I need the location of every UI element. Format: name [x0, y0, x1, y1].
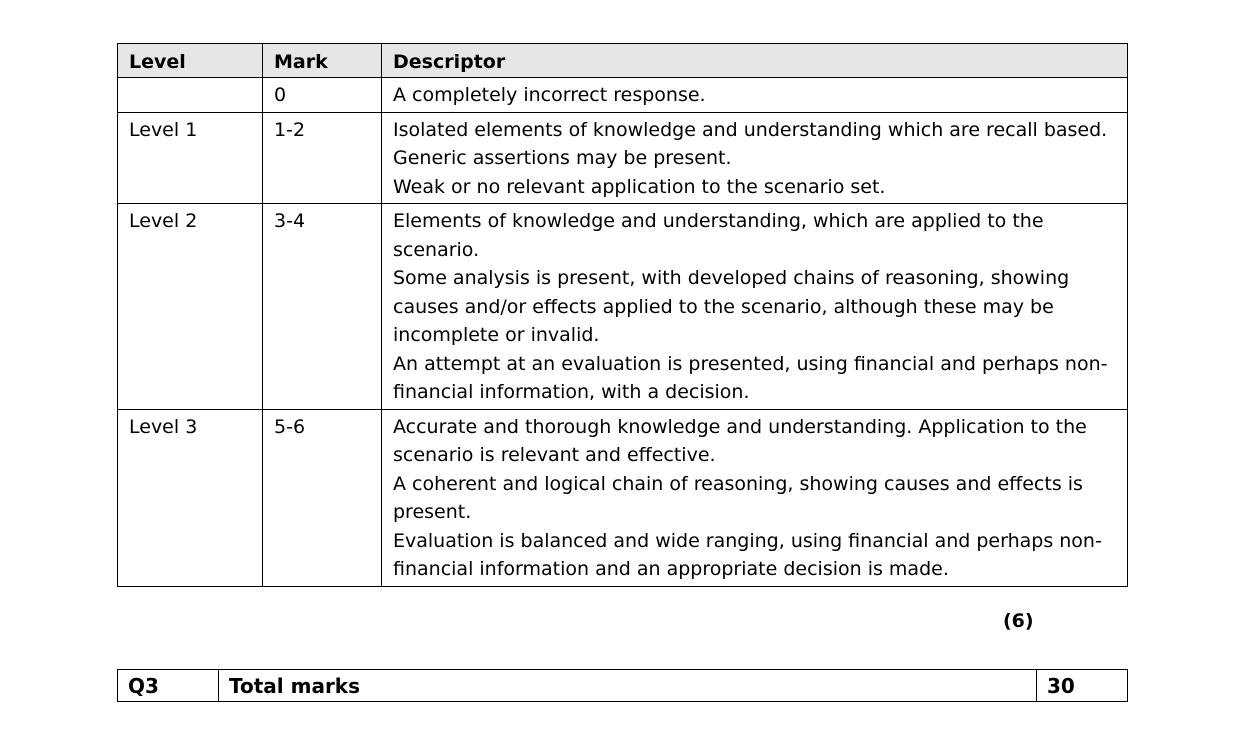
descriptor-line: Accurate and thorough knowledge and understanding. Application to the scenario is relevant and effective. — [393, 415, 1087, 466]
level-cell — [118, 78, 263, 113]
table-row — [118, 409, 1128, 586]
descriptor-line: Elements of knowledge and understanding, which are applied to the scenario. — [393, 210, 1044, 261]
descriptor-line: A coherent and logical chain of reasoning, showing causes and effects is present. — [393, 472, 1083, 523]
table-row — [118, 78, 1128, 113]
header-mark: Mark — [263, 44, 382, 78]
total-marks-value: 30 — [1037, 670, 1128, 702]
level-cell: Level 1 — [118, 112, 263, 204]
descriptor-cell — [382, 78, 1128, 113]
level-cell: Level 2 — [118, 204, 263, 410]
level-cell: Level 3 — [118, 409, 263, 586]
table-header-row — [118, 44, 1128, 78]
total-marks-label: Total marks — [219, 670, 1037, 702]
table-row — [118, 204, 1128, 410]
descriptor-line: Evaluation is balanced and wide ranging, using financial and perhaps non-financial information and an appropriate decision is made. — [393, 529, 1102, 580]
table-row — [118, 112, 1128, 204]
header-level: Level — [118, 44, 263, 78]
mark-cell: 5-6 — [263, 409, 382, 586]
descriptor-cell — [382, 112, 1128, 204]
mark-cell: 1-2 — [263, 112, 382, 204]
mark-cell: 3-4 — [263, 204, 382, 410]
descriptor-line: Generic assertions may be present. — [393, 147, 732, 169]
marks-available: (6) — [1003, 610, 1034, 632]
header-descriptor: Descriptor — [382, 44, 1128, 78]
mark-cell: 0 — [263, 78, 382, 113]
descriptor-line: An attempt at an evaluation is presented, using financial and perhaps non-financial information, with a decision. — [393, 352, 1108, 403]
descriptor-line: Some analysis is present, with developed chains of reasoning, showing causes and/or effects applied to the scenario, although these may be incomplete or invalid. — [393, 267, 1070, 346]
descriptor-cell — [382, 204, 1128, 410]
descriptor-cell — [382, 409, 1128, 586]
descriptor-line: A completely incorrect response. — [393, 84, 706, 106]
descriptor-line: Weak or no relevant application to the scenario set. — [393, 175, 886, 198]
descriptor-line: Isolated elements of knowledge and understanding which are recall based. — [393, 118, 1108, 141]
question-number: Q3 — [118, 670, 219, 702]
total-row — [118, 670, 1128, 702]
total-marks-table — [117, 669, 1128, 702]
mark-scheme-table — [117, 43, 1128, 587]
